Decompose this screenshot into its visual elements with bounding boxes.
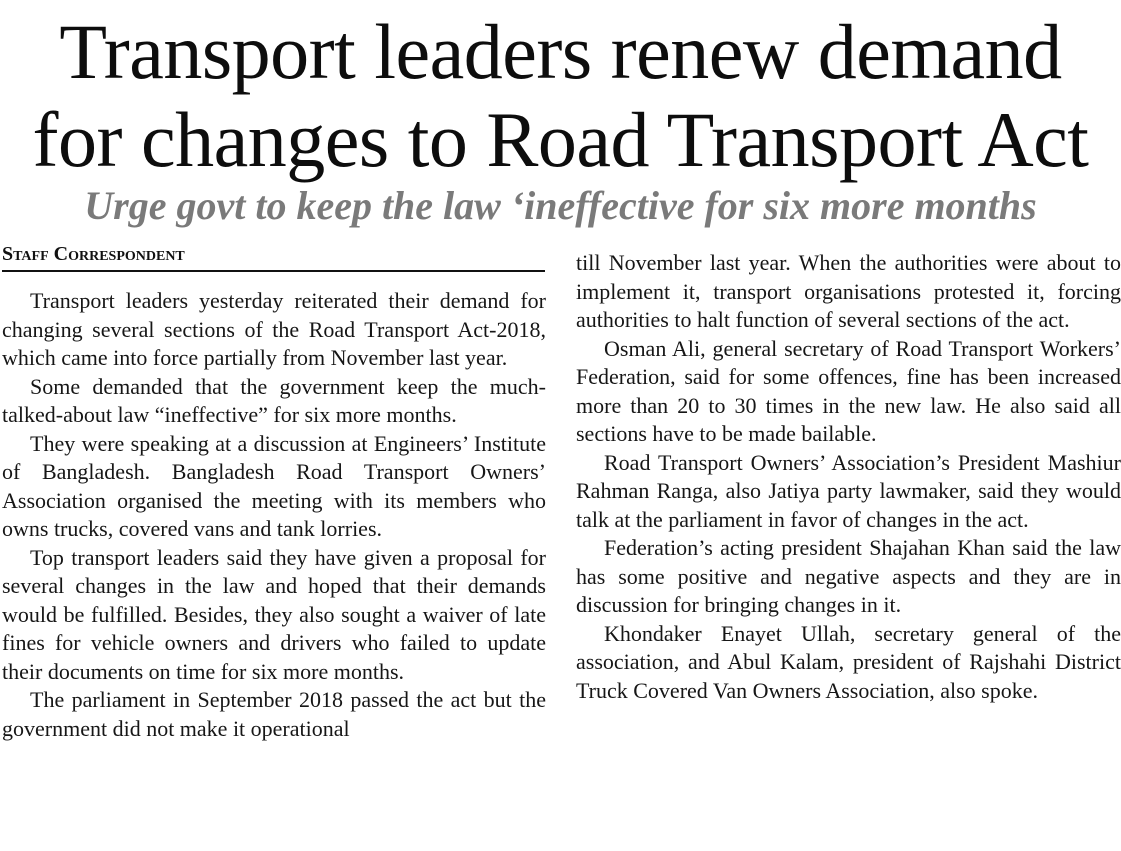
headline-line-1: Transport leaders renew demand xyxy=(59,8,1062,95)
paragraph: Osman Ali, general secretary of Road Transport Workers’ Federation, said for some offences, fine has been increased more than 20 to 30 times in the new law. He also said all sections have to be made bailable. xyxy=(576,335,1121,446)
paragraph: They were speaking at a discussion at Engineers’ Institute of Bangladesh. Bangladesh Road Transport Owners’ Association organised the meeting with its members who owns trucks, covered vans and tank lorries. xyxy=(2,430,546,541)
headline xyxy=(0,8,1121,184)
paragraph: Road Transport Owners’ Association’s President Mashiur Rahman Ranga, also Jatiya party lawmaker, said they would talk at the parliament in favor of changes in the act. xyxy=(576,449,1121,532)
paragraph: Federation’s acting president Shajahan Khan said the law has some positive and negative aspects and they are in discussion for bringing changes in it. xyxy=(576,535,1121,617)
paragraph: Some demanded that the government keep the much-talked-about law “ineffective” for six more months. xyxy=(2,373,546,427)
paragraph: Khondaker Enayet Ullah, secretary general of the association, and Abul Kalam, president of Rajshahi District Truck Covered Van Owners Association, also spoke. xyxy=(576,620,1121,703)
headline-line-2: for changes to Road Transport Act xyxy=(32,96,1089,183)
paragraph: Top transport leaders said they have given a proposal for several changes in the law and hoped that their demands would be fulfilled. Besides, they also sought a waiver of late fines for vehicle owners and drivers who failed to update their documents on time for six more months. xyxy=(2,544,546,684)
article-column-right xyxy=(576,249,1121,705)
paragraph: Transport leaders yesterday reiterated their demand for changing several sections of the Road Transport Act-2018, which came into force partially from November last year. xyxy=(2,288,546,370)
article-column-left xyxy=(2,287,546,743)
byline: Staff Correspondent xyxy=(2,243,545,272)
subheadline: Urge govt to keep the law ‘ineffective for six more months xyxy=(84,183,1037,228)
paragraph: The parliament in September 2018 passed the act but the government did not make it operational xyxy=(2,687,546,741)
paragraph-continuation: till November last year. When the authorities were about to implement it, transport organisations protested it, forcing authorities to halt function of several sections of the act. xyxy=(576,250,1121,332)
